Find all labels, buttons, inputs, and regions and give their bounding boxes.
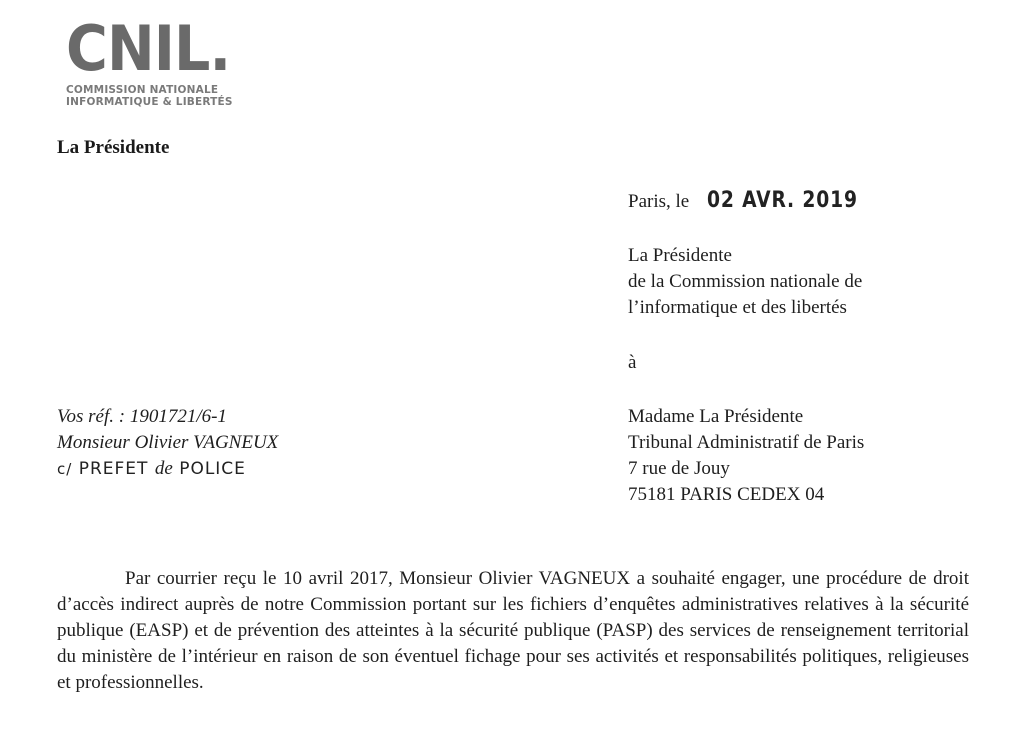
date-stamp: 02 AVR. 2019 <box>707 188 859 213</box>
recipient-line: 7 rue de Jouy <box>628 458 730 479</box>
sender-line: La Présidente <box>628 245 732 266</box>
sender-line: l’informatique et des libertés <box>628 297 847 318</box>
reference-block <box>57 404 278 482</box>
recipient-address-block <box>628 404 864 508</box>
logo-wordmark <box>66 12 241 85</box>
logo-wordmark-text: CNIL <box>66 12 210 85</box>
logo-subtitle-line2: INFORMATIQUE & LIBERTÉS <box>66 96 233 108</box>
cnil-logo <box>66 12 256 108</box>
sender-title: La Présidente <box>57 137 170 158</box>
reference-number: Vos réf. : 1901721/6-1 <box>57 406 227 427</box>
handwritten-police: POLICE <box>179 459 246 479</box>
handwritten-prefet: PREFET <box>78 459 149 479</box>
date-prefix: Paris, le <box>628 191 690 212</box>
handwritten-prefix: c/ <box>57 460 73 478</box>
logo-subtitle-line1: COMMISSION NATIONALE <box>66 84 219 96</box>
recipient-line: 75181 PARIS CEDEX 04 <box>628 484 825 505</box>
recipient-line: Tribunal Administratif de Paris <box>628 432 865 453</box>
date-line <box>628 188 885 213</box>
recipient-line: Madame La Présidente <box>628 406 804 427</box>
reference-name: Monsieur Olivier VAGNEUX <box>57 432 279 453</box>
to-word: à <box>628 352 637 373</box>
handwritten-annotation <box>57 456 278 482</box>
sender-line: de la Commission nationale de <box>628 271 863 292</box>
sender-address-block <box>628 243 862 321</box>
handwritten-de: de <box>154 458 173 479</box>
logo-dot: . <box>209 12 231 85</box>
body-paragraph: Par courrier reçu le 10 avril 2017, Monsieur Olivier VAGNEUX a souhaité engager, une procédure de droit d’accès indirect auprès de notre Commission portant sur les fichiers d’enquêtes administratives relatives à la sécurité publique (EASP) et de prévention des atteintes à la sécurité publique (PASP) des services de renseignement territorial du ministère de l’intérieur en raison de son éventuel fichage pour ses activités et responsabilités politiques, religieuses et professionnelles. <box>57 568 969 693</box>
